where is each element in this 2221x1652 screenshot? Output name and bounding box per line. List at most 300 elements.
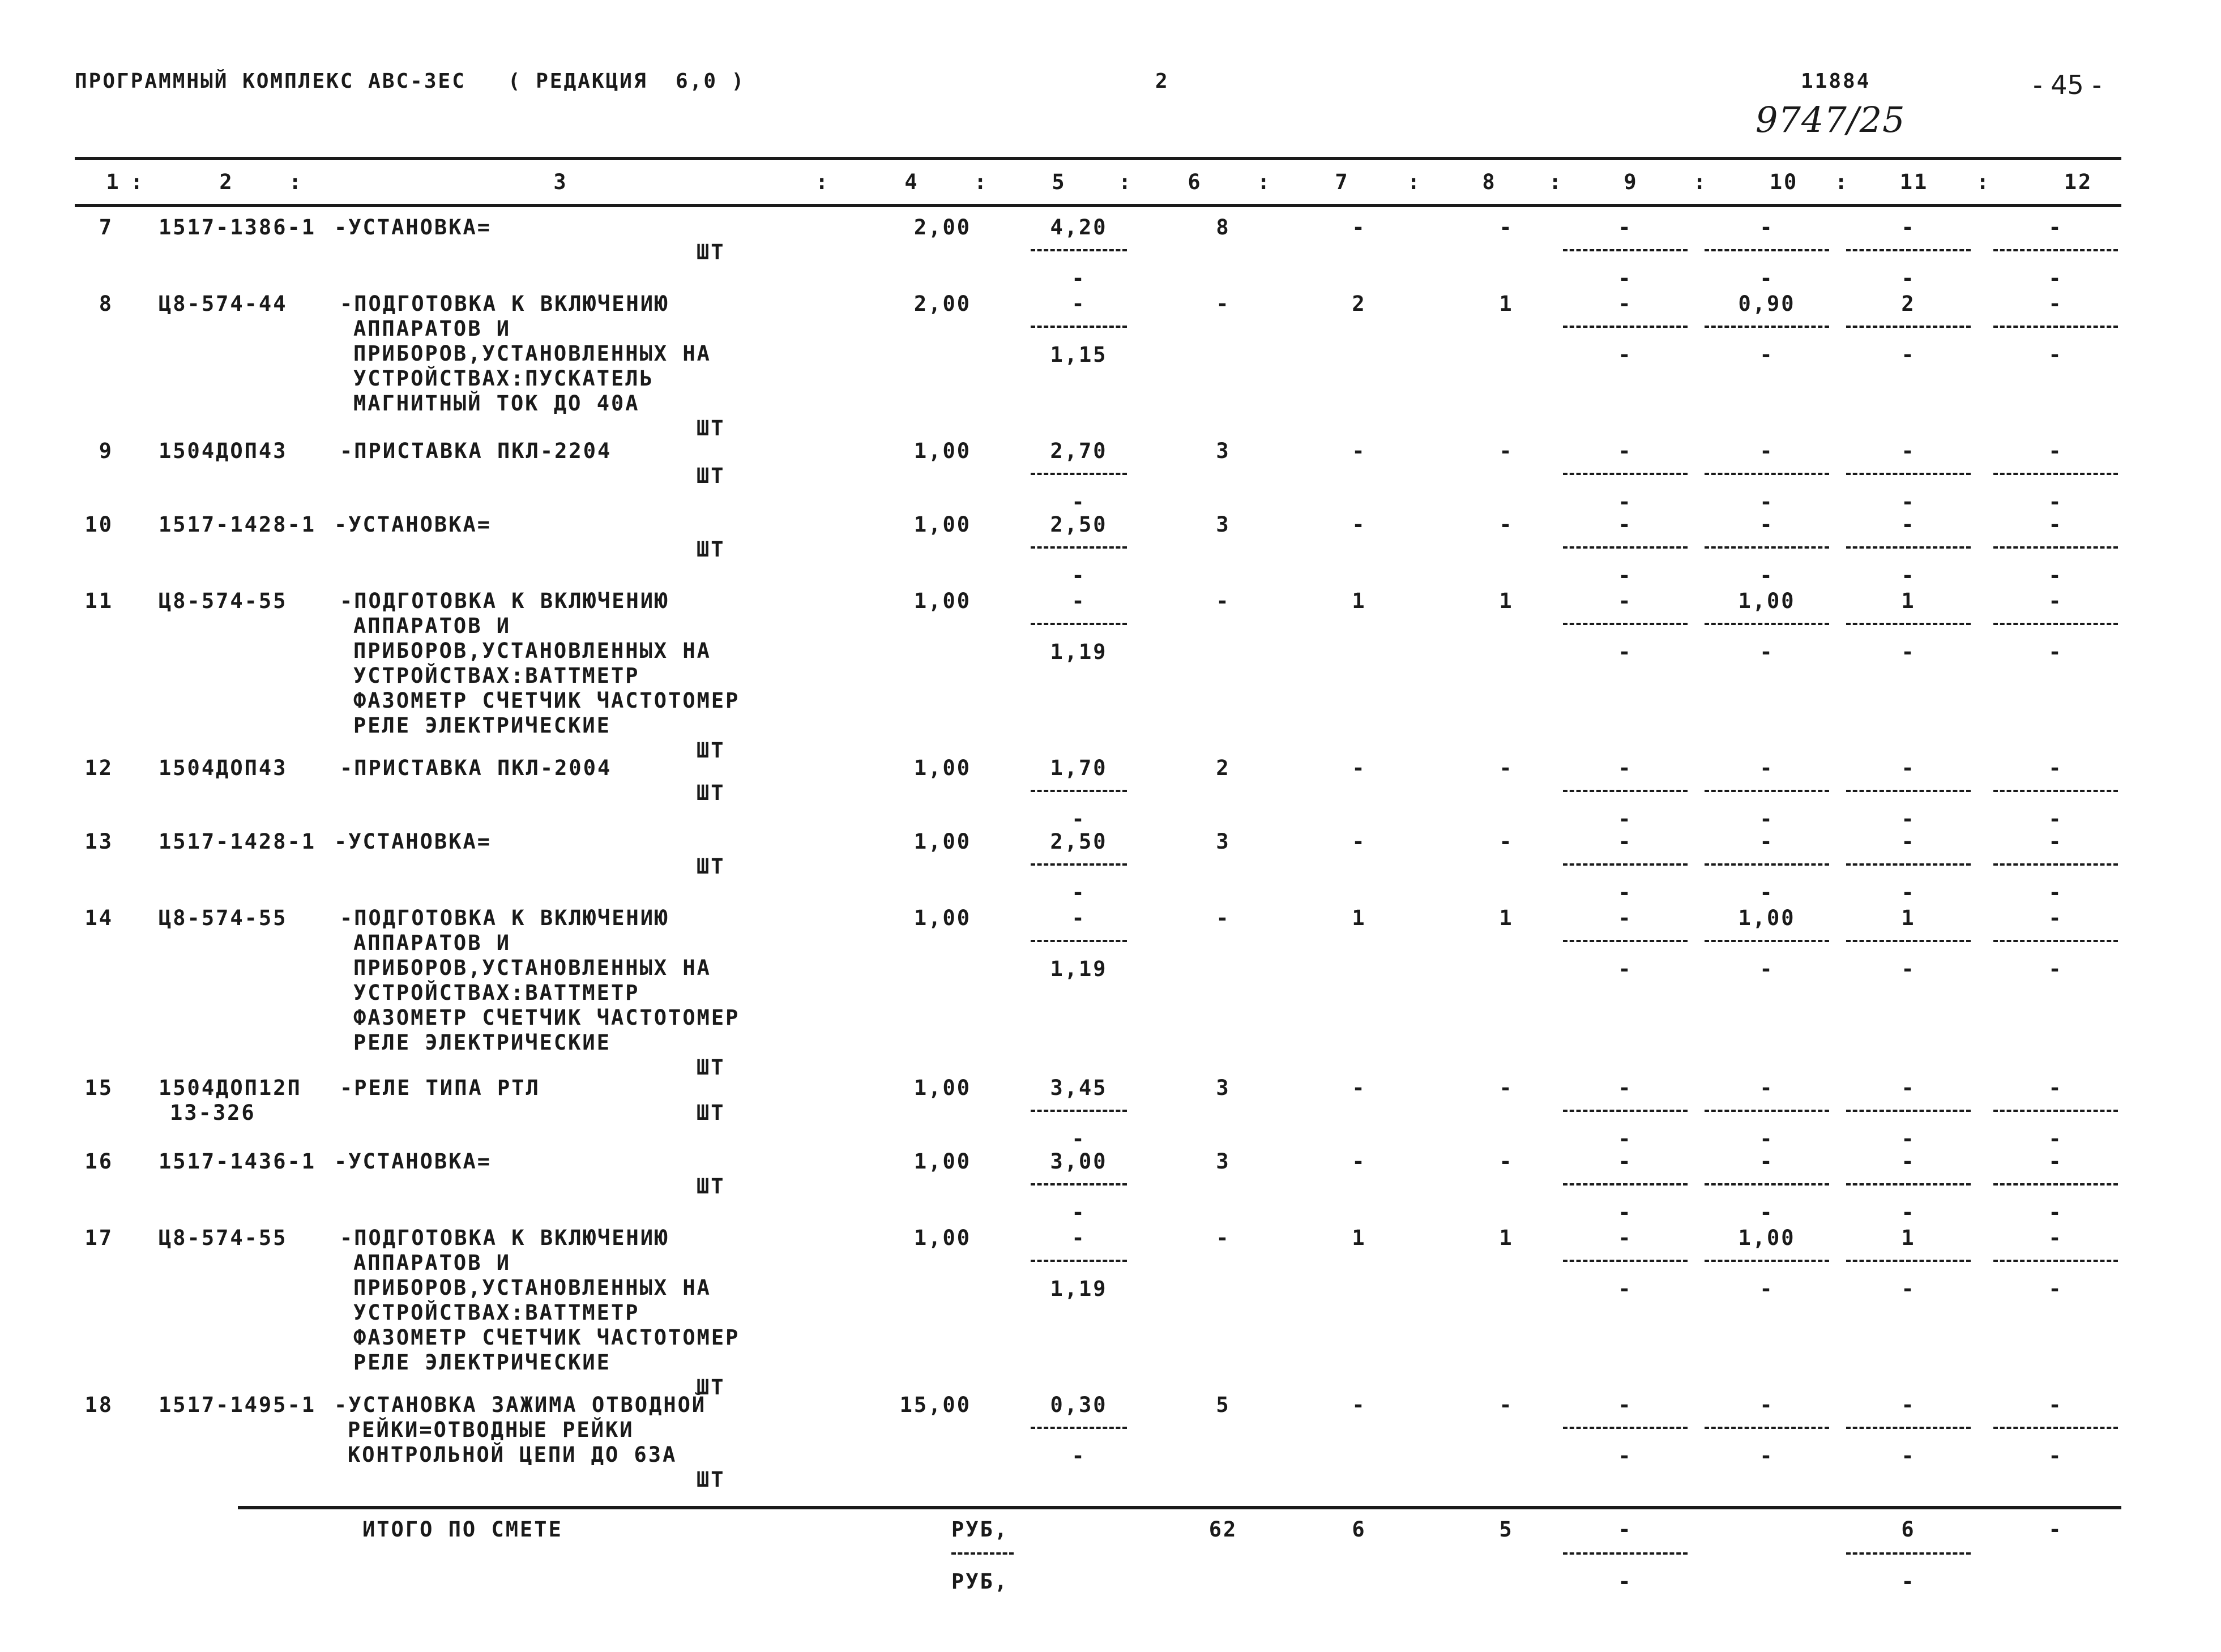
- row-unit: ШТ: [697, 1055, 725, 1080]
- price-bottom: -: [1071, 563, 1086, 588]
- c9-bottom: -: [1618, 640, 1633, 664]
- program-title: ПРОГРАММНЫЙ КОМПЛЕКС АВС-3ЕС ( РЕДАКЦИЯ 6,0 ): [75, 70, 746, 93]
- row-code: Ц8-574-55: [159, 1226, 288, 1250]
- c11-bottom: -: [1901, 266, 1916, 290]
- c9-bottom: -: [1618, 490, 1633, 514]
- c9-bottom: -: [1618, 563, 1633, 588]
- c10-rule: [1705, 790, 1829, 792]
- c12-rule: [1993, 546, 2118, 549]
- c9-top: -: [1618, 292, 1633, 316]
- total-unit: РУБ,: [951, 1517, 1009, 1542]
- c11-rule: [1846, 1110, 1971, 1112]
- c11-bottom: -: [1901, 1277, 1916, 1301]
- price-rule: [1031, 1183, 1127, 1185]
- row-description: -ПОДГОТОВКА К ВКЛЮЧЕНИЮ: [340, 906, 669, 930]
- price-bottom: -: [1071, 807, 1086, 831]
- col7-value: -: [1352, 1076, 1366, 1100]
- row-number: 16: [84, 1149, 113, 1174]
- row-description-cont: УСТРОЙСТВАХ:ВАТТМЕТР: [353, 981, 640, 1005]
- c10-top: -: [1759, 439, 1774, 463]
- row-code: 1504ДОП43: [159, 439, 288, 463]
- c12-top: -: [2048, 1393, 2063, 1417]
- c12-bottom: -: [2048, 1200, 2063, 1225]
- row-code: 1517-1428-1: [159, 829, 317, 854]
- row-unit: ШТ: [697, 738, 725, 763]
- row-description-cont: КОНТРОЛЬНОЙ ЦЕПИ ДО 63А: [348, 1443, 677, 1467]
- c10-rule: [1705, 1427, 1829, 1429]
- col6-value: 3: [1216, 1076, 1231, 1100]
- price-rule: [1031, 473, 1127, 475]
- price-bottom: -: [1071, 1444, 1086, 1468]
- c11-bottom: -: [1901, 957, 1916, 981]
- row-description-cont: РЕЛЕ ЭЛЕКТРИЧЕСКИЕ: [353, 713, 611, 738]
- price-bottom: 1,15: [1050, 343, 1108, 367]
- col6-value: 2: [1216, 756, 1231, 780]
- col6-value: 3: [1216, 829, 1231, 854]
- c11-top: -: [1901, 1393, 1916, 1417]
- col7-value: -: [1352, 215, 1366, 239]
- row-description-cont: УСТРОЙСТВАХ:ВАТТМЕТР: [353, 1300, 640, 1325]
- c9-rule: [1563, 1260, 1688, 1262]
- c9-top: -: [1618, 589, 1633, 613]
- c10-rule: [1705, 940, 1829, 942]
- header-rule-top: [75, 157, 2121, 160]
- col7-value: 1: [1352, 589, 1366, 613]
- total-col8: 5: [1499, 1517, 1514, 1542]
- row-description-cont: ПРИБОРОВ,УСТАНОВЛЕННЫХ НА: [353, 956, 711, 980]
- price-top: 4,20: [1050, 215, 1108, 239]
- c12-top: -: [2048, 1076, 2063, 1100]
- column-separator: :: [1835, 170, 1850, 194]
- c10-top: -: [1759, 1149, 1774, 1174]
- col8-value: 1: [1499, 1226, 1514, 1250]
- c12-top: -: [2048, 906, 2063, 930]
- c10-rule: [1705, 473, 1829, 475]
- row-description-cont: ФАЗОМЕТР СЧЕТЧИК ЧАСТОТОМЕР: [353, 1005, 740, 1030]
- c9-top: -: [1618, 1076, 1633, 1100]
- column-header-11: 11: [1899, 170, 1929, 194]
- row-number: 8: [99, 292, 113, 316]
- row-quantity: 2,00: [913, 292, 971, 316]
- c11-top: 2: [1901, 292, 1916, 316]
- col7-value: -: [1352, 756, 1366, 780]
- c11-bottom: -: [1901, 490, 1916, 514]
- row-number: 15: [84, 1076, 113, 1100]
- c9-rule: [1563, 623, 1688, 625]
- c9-rule: [1563, 473, 1688, 475]
- c10-top: 1,00: [1738, 906, 1796, 930]
- row-unit: ШТ: [697, 416, 725, 440]
- header-rule-bottom: [75, 204, 2121, 207]
- c10-bottom: -: [1759, 266, 1774, 290]
- c12-bottom: -: [2048, 1127, 2063, 1151]
- col8-value: -: [1499, 512, 1514, 537]
- row-description-cont: АППАРАТОВ И: [353, 931, 511, 955]
- c11-top: 1: [1901, 1226, 1916, 1250]
- total-col11-top: 6: [1901, 1517, 1916, 1542]
- price-rule: [1031, 790, 1127, 792]
- row-code: 1517-1428-1: [159, 512, 317, 537]
- c9-bottom: -: [1618, 807, 1633, 831]
- row-quantity: 1,00: [913, 512, 971, 537]
- total-col9-rule: [1563, 1552, 1688, 1555]
- col7-value: -: [1352, 1393, 1366, 1417]
- total-col9-bottom: -: [1618, 1569, 1633, 1594]
- col6-value: -: [1216, 1226, 1231, 1250]
- col6-value: 5: [1216, 1393, 1231, 1417]
- c9-top: -: [1618, 1149, 1633, 1174]
- row-number: 18: [84, 1393, 113, 1417]
- c10-rule: [1705, 863, 1829, 866]
- col8-value: -: [1499, 1393, 1514, 1417]
- c9-top: -: [1618, 756, 1633, 780]
- column-header-12: 12: [2064, 170, 2093, 194]
- row-code: 1517-1386-1: [159, 215, 317, 239]
- row-number: 12: [84, 756, 113, 780]
- c9-top: -: [1618, 439, 1633, 463]
- price-bottom: -: [1071, 1127, 1086, 1151]
- handwritten-reference: 9747/25: [1756, 99, 1906, 140]
- c12-top: -: [2048, 829, 2063, 854]
- col8-value: -: [1499, 1149, 1514, 1174]
- c12-top: -: [2048, 215, 2063, 239]
- row-unit: ШТ: [697, 537, 725, 562]
- row-quantity: 1,00: [913, 589, 971, 613]
- c11-rule: [1846, 1427, 1971, 1429]
- c11-top: 1: [1901, 906, 1916, 930]
- c10-top: -: [1759, 512, 1774, 537]
- c10-top: -: [1759, 1393, 1774, 1417]
- column-header-10: 10: [1769, 170, 1799, 194]
- row-number: 13: [84, 829, 113, 854]
- col6-value: 3: [1216, 512, 1231, 537]
- c9-bottom: -: [1618, 1200, 1633, 1225]
- c12-top: -: [2048, 292, 2063, 316]
- price-top: 3,45: [1050, 1076, 1108, 1100]
- c9-top: -: [1618, 1393, 1633, 1417]
- column-separator: :: [815, 170, 830, 194]
- document-code: 11884: [1801, 70, 1871, 93]
- row-quantity: 1,00: [913, 829, 971, 854]
- column-header-6: 6: [1188, 170, 1202, 194]
- c12-rule: [1993, 249, 2118, 251]
- price-rule: [1031, 546, 1127, 549]
- c10-rule: [1705, 1260, 1829, 1262]
- c10-top: -: [1759, 215, 1774, 239]
- c11-top: -: [1901, 756, 1916, 780]
- c10-bottom: -: [1759, 563, 1774, 588]
- row-number: 9: [99, 439, 113, 463]
- c10-top: -: [1759, 756, 1774, 780]
- price-bottom: 1,19: [1050, 957, 1108, 981]
- c11-bottom: -: [1901, 807, 1916, 831]
- column-header-7: 7: [1335, 170, 1349, 194]
- c9-rule: [1563, 1427, 1688, 1429]
- column-header-9: 9: [1624, 170, 1638, 194]
- c12-bottom: -: [2048, 640, 2063, 664]
- row-number: 7: [99, 215, 113, 239]
- row-unit: ШТ: [697, 1375, 725, 1400]
- total-col6: 62: [1208, 1517, 1238, 1542]
- c9-rule: [1563, 326, 1688, 328]
- c9-rule: [1563, 863, 1688, 866]
- row-description-cont: АППАРАТОВ И: [353, 1251, 511, 1275]
- col7-value: 1: [1352, 1226, 1366, 1250]
- c10-bottom: -: [1759, 490, 1774, 514]
- c9-bottom: -: [1618, 1444, 1633, 1468]
- total-col11-bottom: -: [1901, 1569, 1916, 1594]
- c12-bottom: -: [2048, 807, 2063, 831]
- c10-bottom: -: [1759, 1277, 1774, 1301]
- row-description-cont: МАГНИТНЫЙ ТОК ДО 40А: [353, 391, 640, 416]
- row-description-cont: ПРИБОРОВ,УСТАНОВЛЕННЫХ НА: [353, 341, 711, 366]
- row-code: Ц8-574-44: [159, 292, 288, 316]
- row-description: -ПРИСТАВКА ПКЛ-2204: [340, 439, 612, 463]
- c12-rule: [1993, 1260, 2118, 1262]
- column-separator: :: [1257, 170, 1272, 194]
- row-number: 11: [84, 589, 113, 613]
- price-rule: [1031, 249, 1127, 251]
- c11-top: -: [1901, 1149, 1916, 1174]
- c10-bottom: -: [1759, 640, 1774, 664]
- price-rule: [1031, 623, 1127, 625]
- row-description-cont: АППАРАТОВ И: [353, 316, 511, 341]
- col6-value: 8: [1216, 215, 1231, 239]
- price-rule: [1031, 1260, 1127, 1262]
- c9-rule: [1563, 790, 1688, 792]
- total-col12: -: [2048, 1517, 2063, 1542]
- col6-value: 3: [1216, 439, 1231, 463]
- column-separator: :: [1976, 170, 1991, 194]
- row-unit: ШТ: [697, 1174, 725, 1199]
- total-unit-rule: [951, 1552, 1014, 1555]
- row-quantity: 1,00: [913, 906, 971, 930]
- row-description: -УСТАНОВКА=: [334, 829, 492, 854]
- c11-bottom: -: [1901, 880, 1916, 905]
- c10-top: 1,00: [1738, 589, 1796, 613]
- row-unit: ШТ: [697, 464, 725, 488]
- price-bottom: -: [1071, 490, 1086, 514]
- row-code: 1504ДОП43: [159, 756, 288, 780]
- row-quantity: 1,00: [913, 1076, 971, 1100]
- price-bottom: 1,19: [1050, 640, 1108, 664]
- row-description: -УСТАНОВКА=: [334, 1149, 492, 1174]
- col8-value: 1: [1499, 589, 1514, 613]
- col6-value: -: [1216, 906, 1231, 930]
- row-quantity: 2,00: [913, 215, 971, 239]
- c10-bottom: -: [1759, 1127, 1774, 1151]
- row-description-cont: РЕЛЕ ЭЛЕКТРИЧЕСКИЕ: [353, 1030, 611, 1055]
- c12-bottom: -: [2048, 880, 2063, 905]
- c9-bottom: -: [1618, 957, 1633, 981]
- c11-rule: [1846, 863, 1971, 866]
- c9-top: -: [1618, 512, 1633, 537]
- c12-top: -: [2048, 1149, 2063, 1174]
- col7-value: -: [1352, 829, 1366, 854]
- c10-top: -: [1759, 829, 1774, 854]
- c11-top: -: [1901, 439, 1916, 463]
- row-quantity: 1,00: [913, 439, 971, 463]
- c11-rule: [1846, 546, 1971, 549]
- row-quantity: 1,00: [913, 756, 971, 780]
- c11-rule: [1846, 790, 1971, 792]
- row-unit: ШТ: [697, 1101, 725, 1125]
- c11-top: -: [1901, 1076, 1916, 1100]
- c11-rule: [1846, 1260, 1971, 1262]
- price-top: -: [1071, 292, 1086, 316]
- row-code: 1504ДОП12П: [159, 1076, 302, 1100]
- c9-top: -: [1618, 215, 1633, 239]
- row-code: Ц8-574-55: [159, 589, 288, 613]
- column-separator: :: [130, 170, 145, 194]
- c11-rule: [1846, 473, 1971, 475]
- price-rule: [1031, 1427, 1127, 1429]
- c12-top: -: [2048, 1226, 2063, 1250]
- c10-bottom: -: [1759, 343, 1774, 367]
- c12-top: -: [2048, 439, 2063, 463]
- c9-top: -: [1618, 1226, 1633, 1250]
- c11-rule: [1846, 940, 1971, 942]
- col7-value: -: [1352, 1149, 1366, 1174]
- c10-bottom: -: [1759, 957, 1774, 981]
- c10-top: -: [1759, 1076, 1774, 1100]
- price-top: 2,50: [1050, 829, 1108, 854]
- row-description-cont: ПРИБОРОВ,УСТАНОВЛЕННЫХ НА: [353, 639, 711, 663]
- c11-rule: [1846, 326, 1971, 328]
- c9-rule: [1563, 940, 1688, 942]
- c12-bottom: -: [2048, 343, 2063, 367]
- price-top: 2,70: [1050, 439, 1108, 463]
- c11-rule: [1846, 249, 1971, 251]
- column-header-2: 2: [219, 170, 234, 194]
- c12-rule: [1993, 473, 2118, 475]
- c10-rule: [1705, 326, 1829, 328]
- c12-bottom: -: [2048, 563, 2063, 588]
- price-rule: [1031, 326, 1127, 328]
- row-description: -ПРИСТАВКА ПКЛ-2004: [340, 756, 612, 780]
- c9-rule: [1563, 546, 1688, 549]
- c12-rule: [1993, 1110, 2118, 1112]
- column-header-8: 8: [1482, 170, 1497, 194]
- row-description-cont: РЕЛЕ ЭЛЕКТРИЧЕСКИЕ: [353, 1350, 611, 1375]
- col8-value: -: [1499, 439, 1514, 463]
- c11-top: 1: [1901, 589, 1916, 613]
- row-number: 14: [84, 906, 113, 930]
- c12-bottom: -: [2048, 1277, 2063, 1301]
- c11-top: -: [1901, 215, 1916, 239]
- price-bottom: -: [1071, 880, 1086, 905]
- c11-top: -: [1901, 512, 1916, 537]
- c12-bottom: -: [2048, 1444, 2063, 1468]
- c10-top: 1,00: [1738, 1226, 1796, 1250]
- column-header-3: 3: [553, 170, 568, 194]
- row-description-cont: УСТРОЙСТВАХ:ПУСКАТЕЛЬ: [353, 366, 654, 391]
- c12-top: -: [2048, 589, 2063, 613]
- row-unit: ШТ: [697, 854, 725, 879]
- row-description: -УСТАНОВКА=: [334, 512, 492, 537]
- c11-bottom: -: [1901, 1200, 1916, 1225]
- row-description-cont: ПРИБОРОВ,УСТАНОВЛЕННЫХ НА: [353, 1276, 711, 1300]
- c11-bottom: -: [1901, 1444, 1916, 1468]
- c9-bottom: -: [1618, 1127, 1633, 1151]
- row-description: -ПОДГОТОВКА К ВКЛЮЧЕНИЮ: [340, 292, 669, 316]
- price-bottom: -: [1071, 266, 1086, 290]
- c10-top: 0,90: [1738, 292, 1796, 316]
- c11-bottom: -: [1901, 1127, 1916, 1151]
- column-header-4: 4: [904, 170, 919, 194]
- row-description: -ПОДГОТОВКА К ВКЛЮЧЕНИЮ: [340, 1226, 669, 1250]
- price-bottom: -: [1071, 1200, 1086, 1225]
- row-code: 1517-1436-1: [159, 1149, 317, 1174]
- column-separator: :: [289, 170, 304, 194]
- c12-rule: [1993, 1427, 2118, 1429]
- col7-value: 2: [1352, 292, 1366, 316]
- c10-rule: [1705, 1183, 1829, 1185]
- total-col7: 6: [1352, 1517, 1366, 1542]
- c11-bottom: -: [1901, 563, 1916, 588]
- c11-top: -: [1901, 829, 1916, 854]
- row-code: 1517-1495-1: [159, 1393, 317, 1417]
- total-col9-top: -: [1618, 1517, 1633, 1542]
- c10-bottom: -: [1759, 1200, 1774, 1225]
- col8-value: 1: [1499, 292, 1514, 316]
- col7-value: 1: [1352, 906, 1366, 930]
- price-top: 1,70: [1050, 756, 1108, 780]
- row-description-cont: ФАЗОМЕТР СЧЕТЧИК ЧАСТОТОМЕР: [353, 1325, 740, 1350]
- c9-rule: [1563, 249, 1688, 251]
- c9-bottom: -: [1618, 1277, 1633, 1301]
- total-unit-bottom: РУБ,: [951, 1569, 1009, 1594]
- c10-rule: [1705, 546, 1829, 549]
- row-number: 17: [84, 1226, 113, 1250]
- c10-rule: [1705, 623, 1829, 625]
- c9-bottom: -: [1618, 266, 1633, 290]
- c10-bottom: -: [1759, 880, 1774, 905]
- col7-value: -: [1352, 439, 1366, 463]
- c12-bottom: -: [2048, 957, 2063, 981]
- col8-value: -: [1499, 829, 1514, 854]
- column-separator: :: [1693, 170, 1708, 194]
- row-description-cont: РЕЙКИ=ОТВОДНЫЕ РЕЙКИ: [348, 1418, 634, 1442]
- column-separator: :: [1118, 170, 1133, 194]
- price-rule: [1031, 863, 1127, 866]
- row-code-cont: 13-326: [170, 1101, 256, 1125]
- row-unit: ШТ: [697, 781, 725, 805]
- c11-bottom: -: [1901, 343, 1916, 367]
- col8-value: -: [1499, 1076, 1514, 1100]
- col6-value: -: [1216, 589, 1231, 613]
- row-description: -РЕЛЕ ТИПА РТЛ: [340, 1076, 540, 1100]
- total-rule: [238, 1506, 2121, 1509]
- c11-bottom: -: [1901, 640, 1916, 664]
- c10-bottom: -: [1759, 807, 1774, 831]
- c9-bottom: -: [1618, 343, 1633, 367]
- row-description: -УСТАНОВКА ЗАЖИМА ОТВОДНОЙ: [334, 1393, 707, 1417]
- c12-bottom: -: [2048, 266, 2063, 290]
- row-unit: ШТ: [697, 240, 725, 264]
- col7-value: -: [1352, 512, 1366, 537]
- price-rule: [1031, 940, 1127, 942]
- col8-value: -: [1499, 756, 1514, 780]
- column-header-1: 1: [106, 170, 121, 194]
- column-separator: :: [1549, 170, 1564, 194]
- c9-rule: [1563, 1110, 1688, 1112]
- price-top: -: [1071, 906, 1086, 930]
- c10-rule: [1705, 1110, 1829, 1112]
- c12-rule: [1993, 790, 2118, 792]
- price-bottom: 1,19: [1050, 1277, 1108, 1301]
- c12-rule: [1993, 863, 2118, 866]
